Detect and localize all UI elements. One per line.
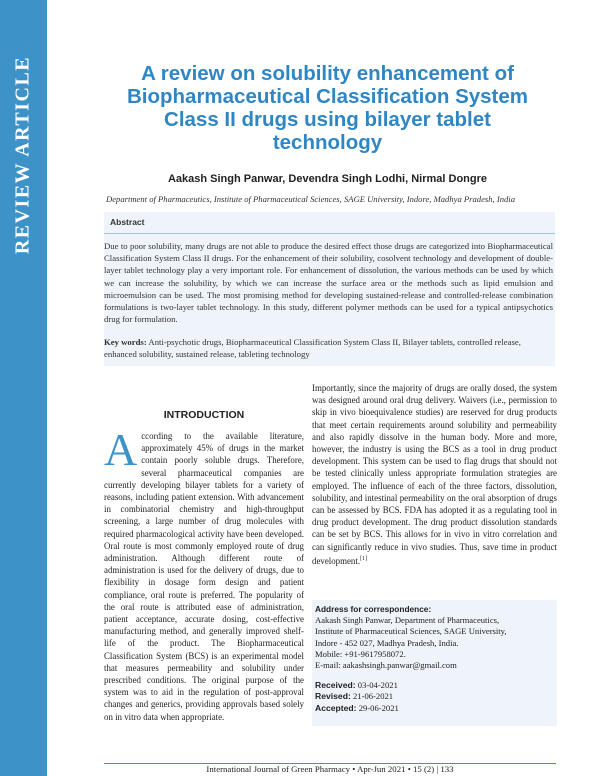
received-date: 03-04-2021 (357, 680, 398, 691)
introduction-heading: INTRODUCTION (163, 409, 245, 421)
correspondence-box (312, 600, 557, 726)
article-dates (315, 680, 554, 714)
author-list: Aakash Singh Panwar, Devendra Singh Lodhi, Nirmal Dongre (167, 173, 488, 185)
correspondence-title: Address for correspondence: (315, 604, 432, 614)
introduction-left-column (104, 424, 304, 723)
keywords-text: Anti-psychotic drugs, Biopharmaceutical Classification System Class II, Bilayer tablets, controlled release, enhanced solubility, sustained release, tableting technology (104, 337, 521, 360)
correspondence-email: E-mail: aakashsingh.panwar@gmail.com (315, 660, 457, 671)
affiliation: Department of Pharmaceutics, Institute of Pharmaceutical Sciences, SAGE University, Indore, Madhya Pradesh, India (106, 194, 515, 204)
page-footer: International Journal of Green Pharmacy • Apr-Jun 2021 • 15 (2) | 133 (206, 764, 454, 774)
keywords (104, 336, 555, 360)
drop-cap: A (104, 424, 138, 475)
article-title: A review on solubility enhancement of Biopharmaceutical Classification System Class II drugs using bilayer tablet technology (126, 62, 529, 154)
correspondence-line: Aakash Singh Panwar, Department of Pharmaceutics, (315, 615, 500, 626)
correspondence-line: Institute of Pharmaceutical Sciences, SAGE University, (315, 626, 507, 637)
introduction-right-text: Importantly, since the majority of drugs are orally dosed, the system was designed around oral drug delivery. Waivers (i.e., permission to skip in vivo bioequivalence studies) are reserved for drug products that meet certain requirements around solubility and permeability and also rapidly dissolve in the human body. More and more, however, the industry is using the BCS as a tool in drug product development. This system can be used to flag drugs that should not be tested clinically unless appropriate formulation strategies are employed. The influence of each of the three factors, dissolution, solubility, and intestinal permeability on the oral absorption of drugs can be assessed by BCS. FDA has adopted it as a regulating tool in drug product development. The drug product dissolution standards can be set by BCS. This allows for in vivo in vitro correlation and can significantly reduce in vivo studies. Thus, save time in product development. (312, 383, 557, 566)
correspondence-line: Mobile: +91-9617958072. (315, 648, 406, 659)
abstract-heading: Abstract (110, 217, 145, 227)
citation-marker: [1] (360, 555, 368, 562)
correspondence-line: Indore - 452 027, Madhya Pradesh, India. (315, 637, 459, 648)
abstract-text: Due to poor solubility, many drugs are not able to produce the desired effect those drugs are categorized into Biopharmaceutical Classification System Class II drugs. For the enhancement of their solubility, cosolvent technology and development of double-layer tablet technology play a very important role. For enhancement of dissolution, the various methods can be used by which we can increase the solubility, by which we can increase the surface area or the methods such as lipid emulsion and microemulsion can be used. The most promising method for developing sustained-release and controlled-release combination formulations is two-layer tablet technology. In this study, different polymer methods can be used for a typical antipsychotics drug for formulation. (104, 241, 553, 325)
introduction-right-column (312, 382, 557, 567)
keywords-label: Key words: (104, 337, 147, 347)
revised-date: 21-06-2021 (352, 691, 394, 702)
revised-label: Revised: (315, 691, 351, 702)
received-label: Received: (315, 680, 356, 691)
abstract-divider (104, 233, 555, 234)
article-type-sidebar (0, 0, 47, 776)
accepted-label: Accepted: (315, 702, 357, 713)
accepted-date: 29-06-2021 (358, 702, 399, 713)
article-type-label: REVIEW ARTICLE (11, 55, 34, 255)
introduction-left-text: ccording to the available literature, approximately 45% of drugs in the market contain poorly soluble drugs. Therefore, several pharmaceutical companies are currently developing bilayer tablets for a variety of reasons, including patient extension. With advancement in combinatorial chemistry and high-throughput screening, a large number of drug molecules with required pharmacological activity have been developed. Oral route is most commonly employed route of drug administration. Although different route of administration is used for the delivery of drugs, due to flexibility in dosage form design and patient compliance, oral route is preferred. The popularity of the oral route is attributed ease of administration, patient acceptance, accurate dosing, cost-effective manufacturing method, and generally improved shelf-life of the product. The Biopharmaceutical Classification System (BCS) is an experimental model that measures permeability and solubility under prescribed conditions. The original purpose of the system was to aid in the regulation of post-approval changes and generics, providing approvals based solely on in vitro data when appropriate. (104, 431, 304, 722)
